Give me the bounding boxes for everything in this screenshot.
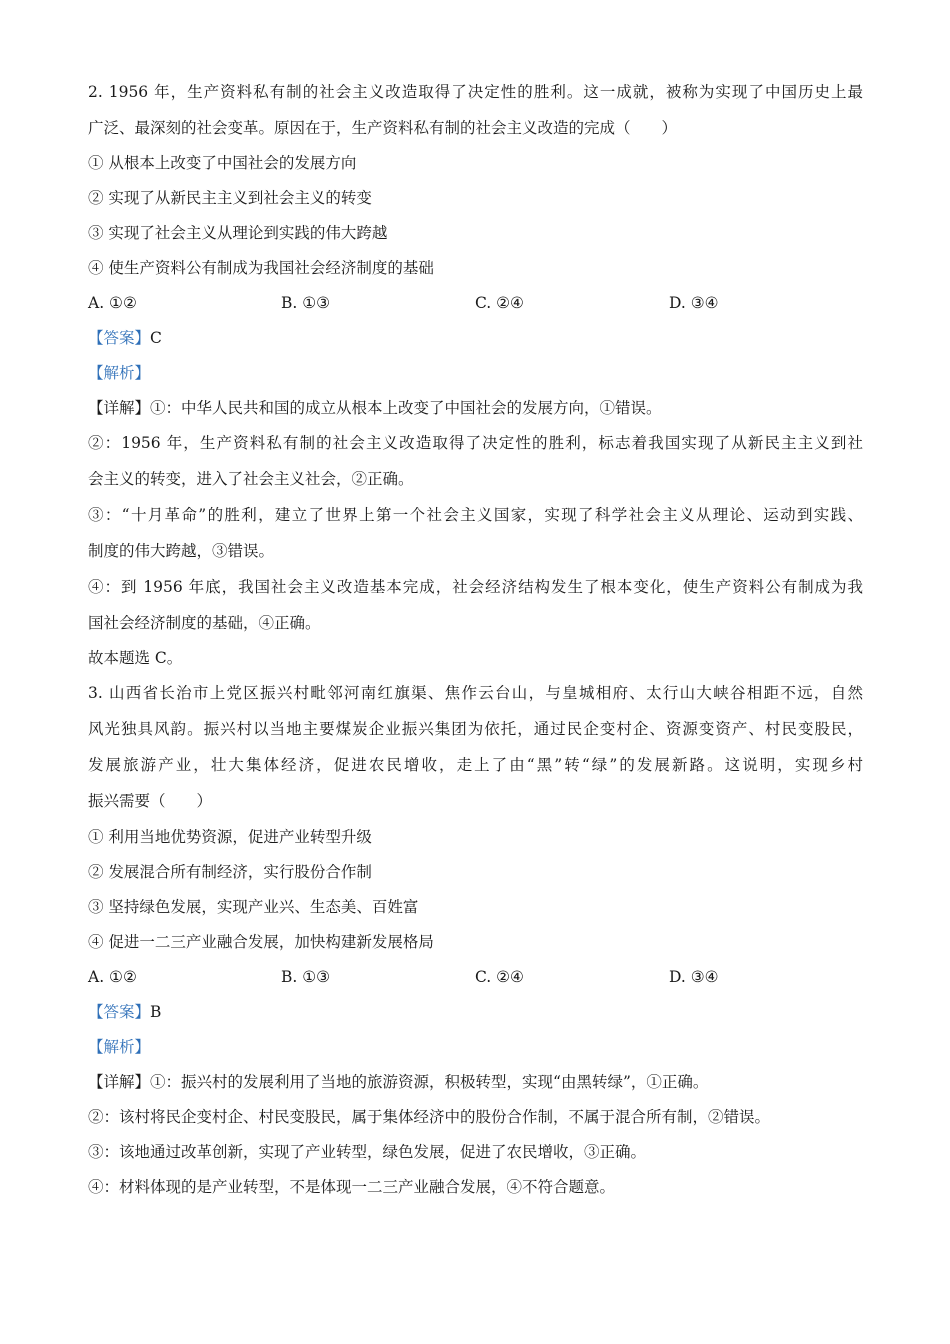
q2-option-c: C. ②④ xyxy=(475,294,524,312)
q2-item-1: ① 从根本上改变了中国社会的发展方向 xyxy=(88,154,357,172)
q3-stem-line4: 振兴需要（ ） xyxy=(88,792,213,810)
q3-answer xyxy=(88,1001,161,1023)
q2-detail-3a: ③：“十月革命”的胜利，建立了世界上第一个社会主义国家，实现了科学社会主义从理论、运动到实践、 xyxy=(88,506,863,524)
q3-item-2: ② 发展混合所有制经济，实行股份合作制 xyxy=(88,863,372,881)
q3-detail-1 xyxy=(88,1071,708,1093)
answer-tag: 【答案】 xyxy=(88,1003,151,1021)
q3-analysis-tag: 【解析】 xyxy=(88,1038,151,1056)
q3-detail-3: ③：该地通过改革创新，实现了产业转型，绿色发展，促进了农民增收，③正确。 xyxy=(88,1143,647,1161)
q2-detail-1 xyxy=(88,397,662,419)
q2-item-2: ② 实现了从新民主主义到社会主义的转变 xyxy=(88,189,372,207)
q3-stem-line2: 风光独具风韵。振兴村以当地主要煤炭企业振兴集团为依托，通过民企变村企、资源变资产、村民变股民， xyxy=(88,720,863,738)
q2-detail-2a: ②：1956 年，生产资料私有制的社会主义改造取得了决定性的胜利，标志着我国实现了从新民主主义到社 xyxy=(88,434,863,452)
q2-option-a: A. ①② xyxy=(88,294,137,312)
q2-option-d: D. ③④ xyxy=(669,294,719,312)
q3-item-1: ① 利用当地优势资源，促进产业转型升级 xyxy=(88,828,372,846)
q2-option-b: B. ①③ xyxy=(281,294,331,312)
q3-option-b: B. ①③ xyxy=(281,968,331,986)
q3-stem-line1: 3. 山西省长治市上党区振兴村毗邻河南红旗渠、焦作云台山，与皇城相府、太行山大峡谷相距不远，自然 xyxy=(88,684,863,702)
q2-item-4: ④ 使生产资料公有制成为我国社会经济制度的基础 xyxy=(88,259,434,277)
q3-option-d: D. ③④ xyxy=(669,968,719,986)
detail-text: ①：中华人民共和国的成立从根本上改变了中国社会的发展方向，①错误。 xyxy=(150,399,662,417)
q2-detail-4a: ④：到 1956 年底，我国社会主义改造基本完成，社会经济结构发生了根本变化，使生产资料公有制成为我 xyxy=(88,578,863,596)
q3-stem-line3: 发展旅游产业，壮大集体经济，促进农民增收，走上了由“黑”转“绿”的发展新路。这说明，实现乡村 xyxy=(88,756,863,774)
q3-item-4: ④ 促进一二三产业融合发展，加快构建新发展格局 xyxy=(88,933,434,951)
answer-value: C xyxy=(150,329,162,347)
q3-detail-2: ②：该村将民企变村企、村民变股民，属于集体经济中的股份合作制，不属于混合所有制，②错误。 xyxy=(88,1108,771,1126)
q2-stem-line2: 广泛、最深刻的社会变革。原因在于，生产资料私有制的社会主义改造的完成（ ） xyxy=(88,119,678,137)
q2-answer xyxy=(88,327,162,349)
detail-text: ①：振兴村的发展利用了当地的旅游资源，积极转型，实现“由黑转绿”，①正确。 xyxy=(150,1073,709,1091)
q2-detail-2b: 会主义的转变，进入了社会主义社会，②正确。 xyxy=(88,470,414,488)
q2-item-3: ③ 实现了社会主义从理论到实践的伟大跨越 xyxy=(88,224,388,242)
q3-option-a: A. ①② xyxy=(88,968,137,986)
q2-stem-line1: 2. 1956 年，生产资料私有制的社会主义改造取得了决定性的胜利。这一成就，被称为实现了中国历史上最 xyxy=(88,83,863,101)
detail-tag: 【详解】 xyxy=(88,1073,151,1091)
q2-detail-4b: 国社会经济制度的基础，④正确。 xyxy=(88,614,321,632)
q2-analysis-tag: 【解析】 xyxy=(88,364,151,382)
q2-conclusion: 故本题选 C。 xyxy=(88,649,183,667)
detail-tag: 【详解】 xyxy=(88,399,151,417)
q3-item-3: ③ 坚持绿色发展，实现产业兴、生态美、百姓富 xyxy=(88,898,419,916)
q2-detail-3b: 制度的伟大跨越，③错误。 xyxy=(88,542,275,560)
q3-detail-4: ④：材料体现的是产业转型，不是体现一二三产业融合发展，④不符合题意。 xyxy=(88,1178,616,1196)
q3-option-c: C. ②④ xyxy=(475,968,524,986)
answer-value: B xyxy=(150,1003,162,1021)
answer-tag: 【答案】 xyxy=(88,329,151,347)
